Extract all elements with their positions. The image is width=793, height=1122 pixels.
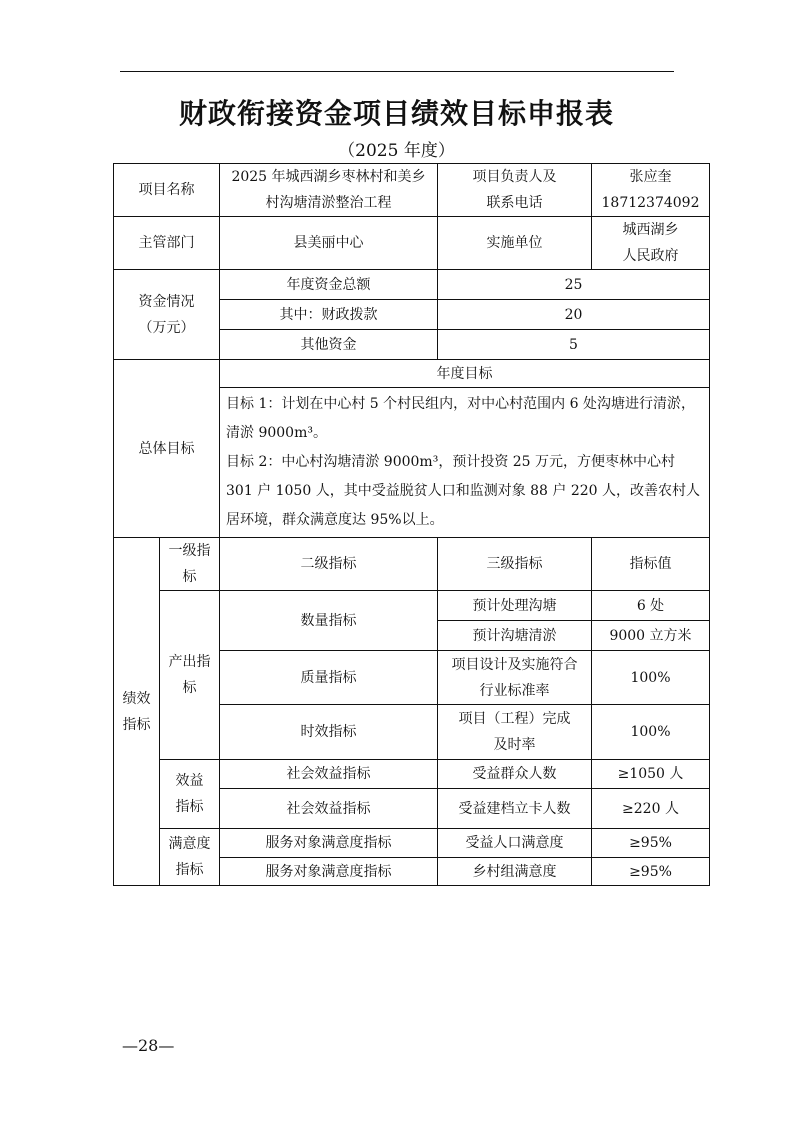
goals-text bbox=[220, 388, 710, 538]
goals-header: 年度目标 bbox=[220, 360, 710, 388]
indicator-value: 100% bbox=[592, 651, 710, 705]
performance-label-line1: 绩效 bbox=[122, 690, 151, 707]
level2-item: 服务对象满意度指标 bbox=[220, 858, 438, 886]
benefit-label-line1: 效益 bbox=[175, 773, 204, 789]
level3-item: 乡村组满意度 bbox=[438, 858, 592, 886]
department-row bbox=[114, 217, 710, 270]
satisfaction-label-line2: 指标 bbox=[175, 862, 204, 878]
benefit-row bbox=[114, 760, 710, 789]
indicator-value: ≥95% bbox=[592, 829, 710, 858]
year-subtitle: （2025 年度） bbox=[338, 141, 455, 161]
benefit-label-line2: 指标 bbox=[175, 799, 204, 815]
funds-item-value: 5 bbox=[438, 330, 710, 360]
benefit-label bbox=[160, 760, 220, 829]
level2-header: 二级指标 bbox=[220, 538, 438, 591]
indicator-value: 9000 立方米 bbox=[592, 621, 710, 651]
indicator-value: 6 处 bbox=[592, 591, 710, 621]
funds-item-label: 年度资金总额 bbox=[220, 270, 438, 300]
level2-item: 社会效益指标 bbox=[220, 789, 438, 829]
goals-label: 总体目标 bbox=[114, 360, 220, 538]
output-label-line2: 标 bbox=[182, 680, 197, 696]
quality-indicator: 质量指标 bbox=[220, 651, 438, 705]
level3-item: 预计沟塘清淤 bbox=[438, 621, 592, 651]
quality-item-line1: 项目设计及实施符合 bbox=[451, 656, 578, 673]
contact-label bbox=[438, 164, 592, 217]
level1-header-line1: 一级指 bbox=[168, 543, 211, 559]
goal-1: 目标 1：计划在中心村 5 个村民组内，对中心村范围内 6 处沟塘进行清淤，清淤 9000m³。 bbox=[226, 396, 695, 441]
quality-item-line2: 行业标准率 bbox=[479, 682, 550, 699]
project-name-value bbox=[220, 164, 438, 217]
indicator-value: ≥220 人 bbox=[592, 789, 710, 829]
satisfaction-label-line1: 满意度 bbox=[168, 836, 211, 852]
timeliness-item-line1: 项目（工程）完成 bbox=[458, 711, 571, 727]
dept-label: 主管部门 bbox=[114, 217, 220, 270]
output-label-line1: 产出指 bbox=[168, 654, 211, 670]
level1-header bbox=[160, 538, 220, 591]
performance-table bbox=[113, 163, 710, 886]
contact-label-line1: 项目负责人及 bbox=[472, 169, 557, 185]
value-header: 指标值 bbox=[592, 538, 710, 591]
funds-label-line2: （万元） bbox=[138, 319, 195, 336]
level3-item bbox=[438, 705, 592, 760]
level3-item: 预计处理沟塘 bbox=[438, 591, 592, 621]
indicator-value: 100% bbox=[592, 705, 710, 760]
page-number: —28— bbox=[122, 1036, 175, 1055]
funds-label-line1: 资金情况 bbox=[138, 293, 195, 310]
timeliness-item-line2: 及时率 bbox=[493, 737, 536, 753]
project-name-label: 项目名称 bbox=[114, 164, 220, 217]
funds-item-value: 20 bbox=[438, 300, 710, 330]
dept-value: 县美丽中心 bbox=[220, 217, 438, 270]
satisfaction-label bbox=[160, 829, 220, 886]
funds-row bbox=[114, 270, 710, 300]
level3-item: 受益群众人数 bbox=[438, 760, 592, 789]
level3-item bbox=[438, 651, 592, 705]
level2-item: 社会效益指标 bbox=[220, 760, 438, 789]
contact-label-line2: 联系电话 bbox=[486, 195, 543, 211]
level3-header: 三级指标 bbox=[438, 538, 592, 591]
project-name-row bbox=[114, 164, 710, 217]
timeliness-indicator: 时效指标 bbox=[220, 705, 438, 760]
output-label bbox=[160, 591, 220, 760]
contact-name: 张应奎 bbox=[629, 169, 672, 185]
contact-value bbox=[592, 164, 710, 217]
level1-header-line2: 标 bbox=[182, 569, 197, 585]
level2-item: 服务对象满意度指标 bbox=[220, 829, 438, 858]
project-name-line2: 村沟塘清淤整治工程 bbox=[265, 195, 392, 211]
impl-line1: 城西湖乡 bbox=[622, 222, 679, 238]
impl-value bbox=[592, 217, 710, 270]
performance-label bbox=[114, 538, 160, 886]
page-title: 财政衔接资金项目绩效目标申报表 bbox=[178, 97, 614, 130]
output-quantity-row bbox=[114, 591, 710, 621]
header-rule bbox=[120, 71, 674, 72]
project-name-line1: 2025 年城西湖乡枣林村和美乡 bbox=[231, 169, 426, 185]
impl-line2: 人民政府 bbox=[622, 248, 679, 264]
funds-item-value: 25 bbox=[438, 270, 710, 300]
funds-label bbox=[114, 270, 220, 360]
funds-item-label: 其他资金 bbox=[220, 330, 438, 360]
goal-2: 目标 2：中心村沟塘清淤 9000m³，预计投资 25 万元，方便枣林中心村 301 户 1050 人，其中受益脱贫人口和监测对象 88 户 220 人，改善农村人居环境，群众满意度达 95%以上。 bbox=[226, 454, 701, 528]
funds-item-label: 其中：财政拨款 bbox=[220, 300, 438, 330]
goals-header-row bbox=[114, 360, 710, 388]
indicator-value: ≥1050 人 bbox=[592, 760, 710, 789]
level3-item: 受益建档立卡人数 bbox=[438, 789, 592, 829]
quantity-indicator: 数量指标 bbox=[220, 591, 438, 651]
impl-label: 实施单位 bbox=[438, 217, 592, 270]
performance-label-line2: 指标 bbox=[122, 716, 151, 733]
satisfaction-row bbox=[114, 829, 710, 858]
contact-phone: 18712374092 bbox=[601, 195, 700, 211]
level3-item: 受益人口满意度 bbox=[438, 829, 592, 858]
performance-header-row bbox=[114, 538, 710, 591]
indicator-value: ≥95% bbox=[592, 858, 710, 886]
